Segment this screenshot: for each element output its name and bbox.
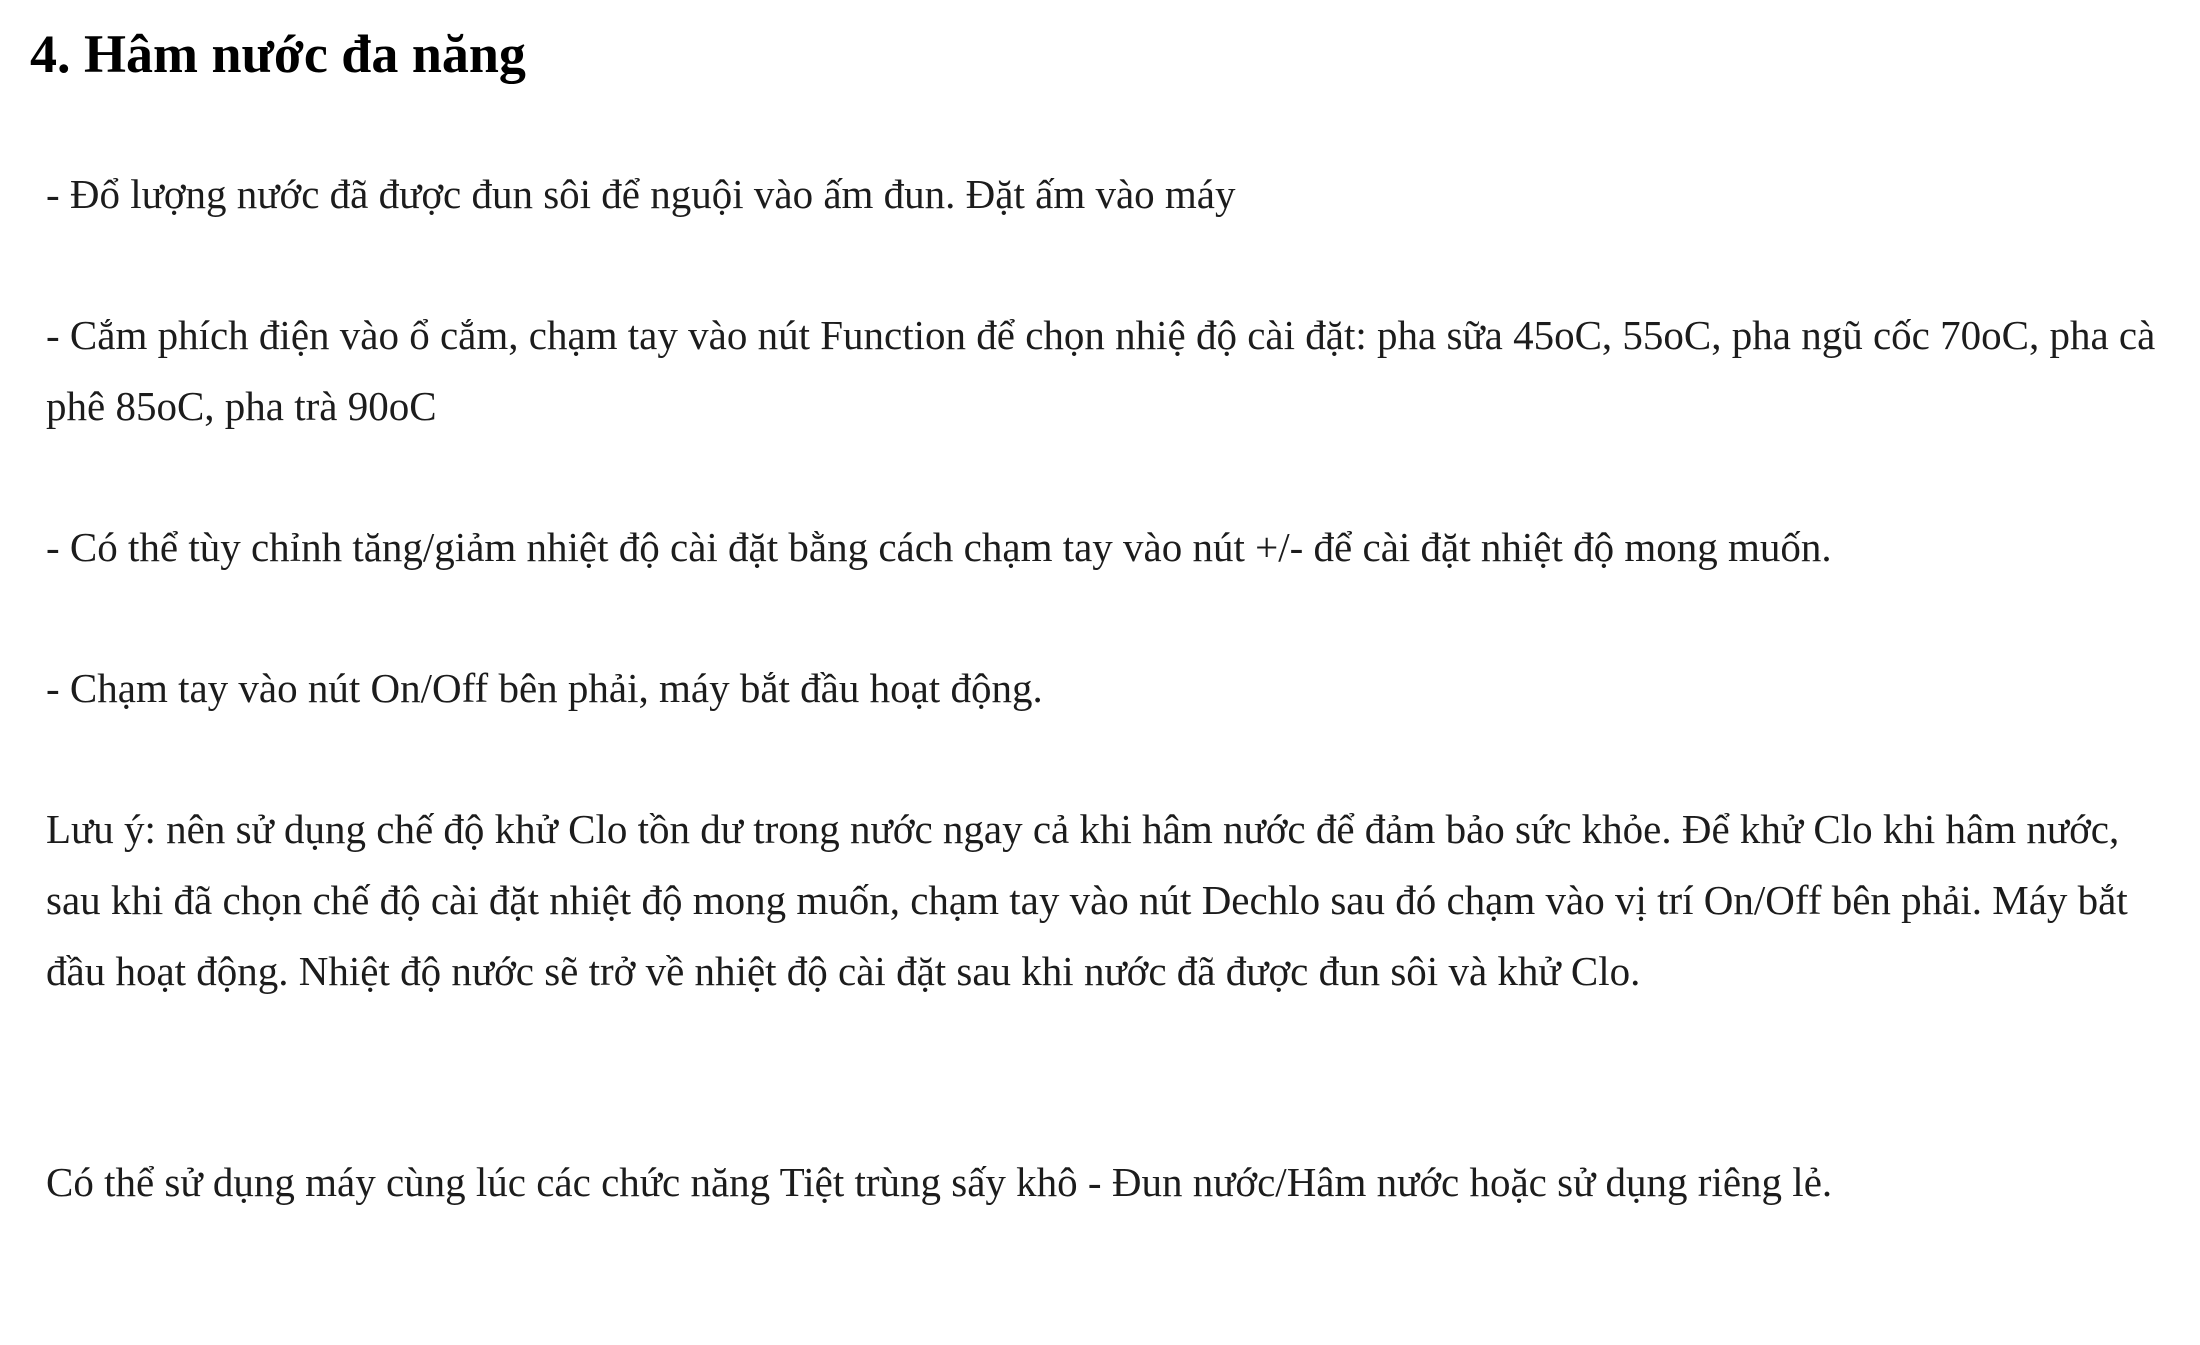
paragraph-select-temperature: - Cắm phích điện vào ổ cắm, chạm tay vào nút Function để chọn nhiệ độ cài đặt: pha sữa 45oC, 55oC, pha ngũ cốc 70oC, pha cà phê 85oC, pha trà 90oC	[46, 312, 2156, 429]
section-title: 4. Hâm nước đa năng	[30, 24, 526, 84]
paragraph-adjust-temperature: - Có thể tùy chỉnh tăng/giảm nhiệt độ cài đặt bằng cách chạm tay vào nút +/- để cài đặt nhiệt độ mong muốn.	[46, 524, 1832, 570]
paragraph-start-machine: - Chạm tay vào nút On/Off bên phải, máy bắt đầu hoạt động.	[46, 665, 1043, 711]
paragraph-dechlorination-note: Lưu ý: nên sử dụng chế độ khử Clo tồn dư trong nước ngay cả khi hâm nước để đảm bảo sức khỏe. Để khử Clo khi hâm nước, sau khi đã chọn chế độ cài đặt nhiệt độ mong muốn, chạm tay vào nút Dechlo sau đó chạm vào vị trí On/Off bên phải. Máy bắt đầu hoạt động. Nhiệt độ nước sẽ trở về nhiệt độ cài đặt sau khi nước đã được đun sôi và khử Clo.	[46, 806, 2128, 994]
paragraph-pour-water: - Đổ lượng nước đã được đun sôi để nguội vào ấm đun. Đặt ấm vào máy	[46, 171, 1236, 217]
paragraph-combined-use: Có thể sử dụng máy cùng lúc các chức năng Tiệt trùng sấy khô - Đun nước/Hâm nước hoặc sử dụng riêng lẻ.	[46, 1159, 1833, 1205]
